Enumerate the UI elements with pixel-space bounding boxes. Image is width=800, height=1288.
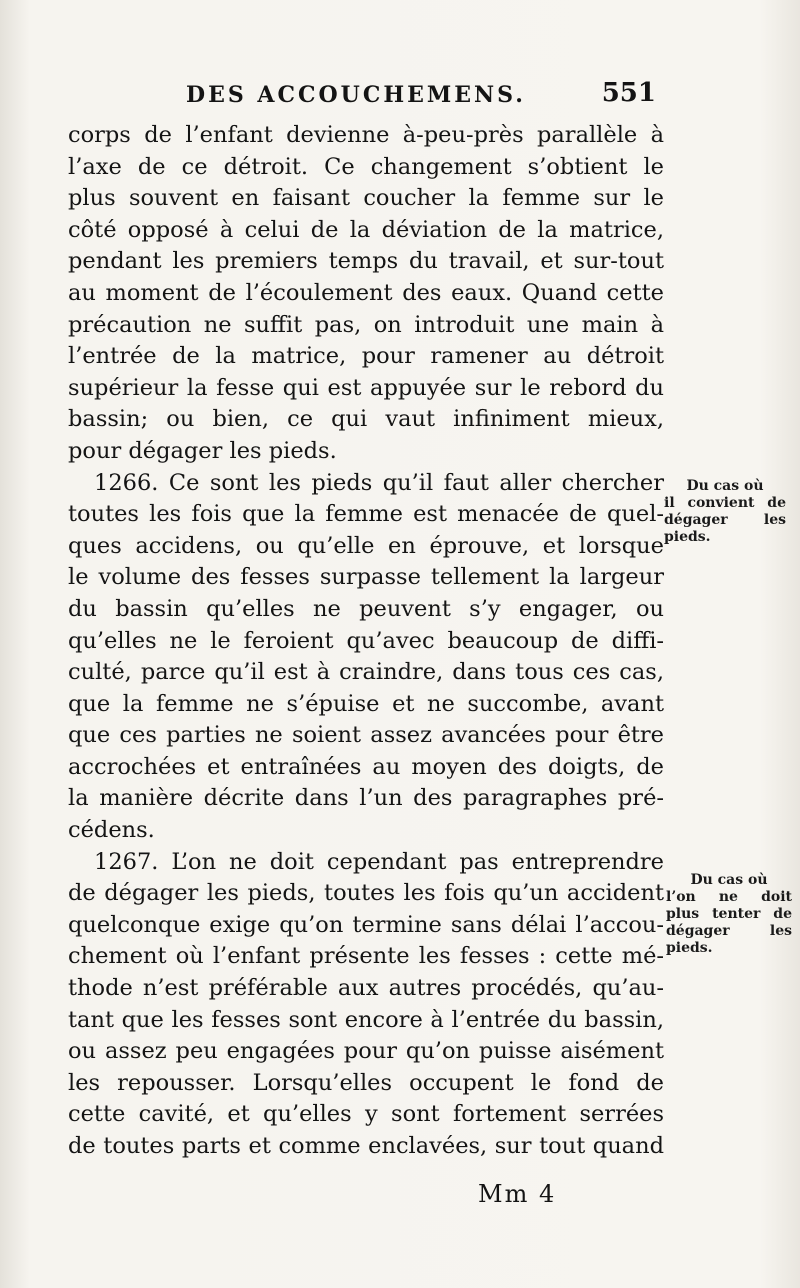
margin-note-line: plus tenter de <box>666 906 792 922</box>
text-line: que la femme ne s’épuise et ne succombe, avant <box>68 690 664 717</box>
signature-mark: Mm 4 <box>478 1180 557 1208</box>
running-title: DES ACCOUCHEMENS. <box>186 82 526 108</box>
text-line: thode n’est préférable aux autres procédés, qu’au- <box>68 975 664 1002</box>
text-line: tant que les fesses sont encore à l’entrée du bassin, <box>68 1006 664 1033</box>
text-line: les repousser. Lorsqu’elles occupent le fond de <box>68 1069 664 1096</box>
text-line: la manière décrite dans l’un des paragraphes pré- <box>68 785 664 812</box>
text-line: cette cavité, et qu’elles y sont fortement serrées <box>68 1101 664 1128</box>
text-line: au moment de l’écoulement des eaux. Quand cette <box>68 279 664 306</box>
text-line: culté, parce qu’il est à craindre, dans tous ces cas, <box>68 659 664 686</box>
margin-note-line: pieds. <box>666 940 713 956</box>
text-line: quelconque exige qu’on termine sans délai l’accou- <box>68 911 664 938</box>
paragraph-1267-start: 1267. L’on ne doit cependant pas entreprendre <box>94 848 664 875</box>
margin-note-line: pieds. <box>664 529 711 545</box>
text-line: pour dégager les pieds. <box>68 437 337 464</box>
margin-note-1267 <box>666 872 792 957</box>
page-number: 551 <box>601 78 656 108</box>
text-line: supérieur la fesse qui est appuyée sur le rebord du <box>68 374 664 401</box>
text-line: que ces parties ne soient assez avancées pour être <box>68 722 664 749</box>
margin-note-line: dégager les <box>664 512 786 528</box>
margin-note-line: l’on ne doit <box>666 889 792 905</box>
text-line: du bassin qu’elles ne peuvent s’y engager, ou <box>68 595 664 622</box>
text-line: accrochées et entraînées au moyen des doigts, de <box>68 753 664 780</box>
margin-note-line: Du cas où <box>686 478 764 494</box>
text-line: côté opposé à celui de la déviation de la matrice, <box>68 216 664 243</box>
text-line: chement où l’enfant présente les fesses : cette mé- <box>68 943 664 970</box>
text-line: précaution ne suffit pas, on introduit une main à <box>68 311 664 338</box>
text-line: bassin; ou bien, ce qui vaut infiniment mieux, <box>68 406 664 433</box>
body-text <box>68 120 664 1163</box>
paragraph-1266-start: 1266. Ce sont les pieds qu’il faut aller chercher <box>94 469 664 496</box>
margin-note-1266 <box>664 478 786 546</box>
text-line: corps de l’enfant devienne à-peu-près parallèle à <box>68 122 664 148</box>
text-line: cédens. <box>68 817 155 844</box>
text-line: pendant les premiers temps du travail, et sur-tout <box>68 248 664 275</box>
text-line: l’entrée de la matrice, pour ramener au détroit <box>68 343 664 370</box>
text-line: qu’elles ne le feroient qu’avec beaucoup de diffi- <box>68 627 664 654</box>
text-line: ques accidens, ou qu’elle en éprouve, et lorsque <box>68 532 664 559</box>
text-line: de toutes parts et comme enclavées, sur tout quand <box>68 1133 664 1159</box>
text-line: l’axe de ce détroit. Ce changement s’obtient le <box>68 153 664 180</box>
margin-note-line: il convient de <box>664 495 786 511</box>
text-line: plus souvent en faisant coucher la femme sur le <box>68 185 664 212</box>
page-header <box>186 78 656 112</box>
margin-note-line: Du cas où <box>690 872 768 888</box>
text-line: toutes les fois que la femme est menacée de quel- <box>68 501 664 528</box>
text-line: ou assez peu engagées pour qu’on puisse aisément <box>68 1038 664 1065</box>
margin-note-line: dégager les <box>666 923 792 939</box>
text-line: de dégager les pieds, toutes les fois qu’un accident <box>68 880 664 907</box>
text-line: le volume des fesses surpasse tellement la largeur <box>68 564 664 591</box>
